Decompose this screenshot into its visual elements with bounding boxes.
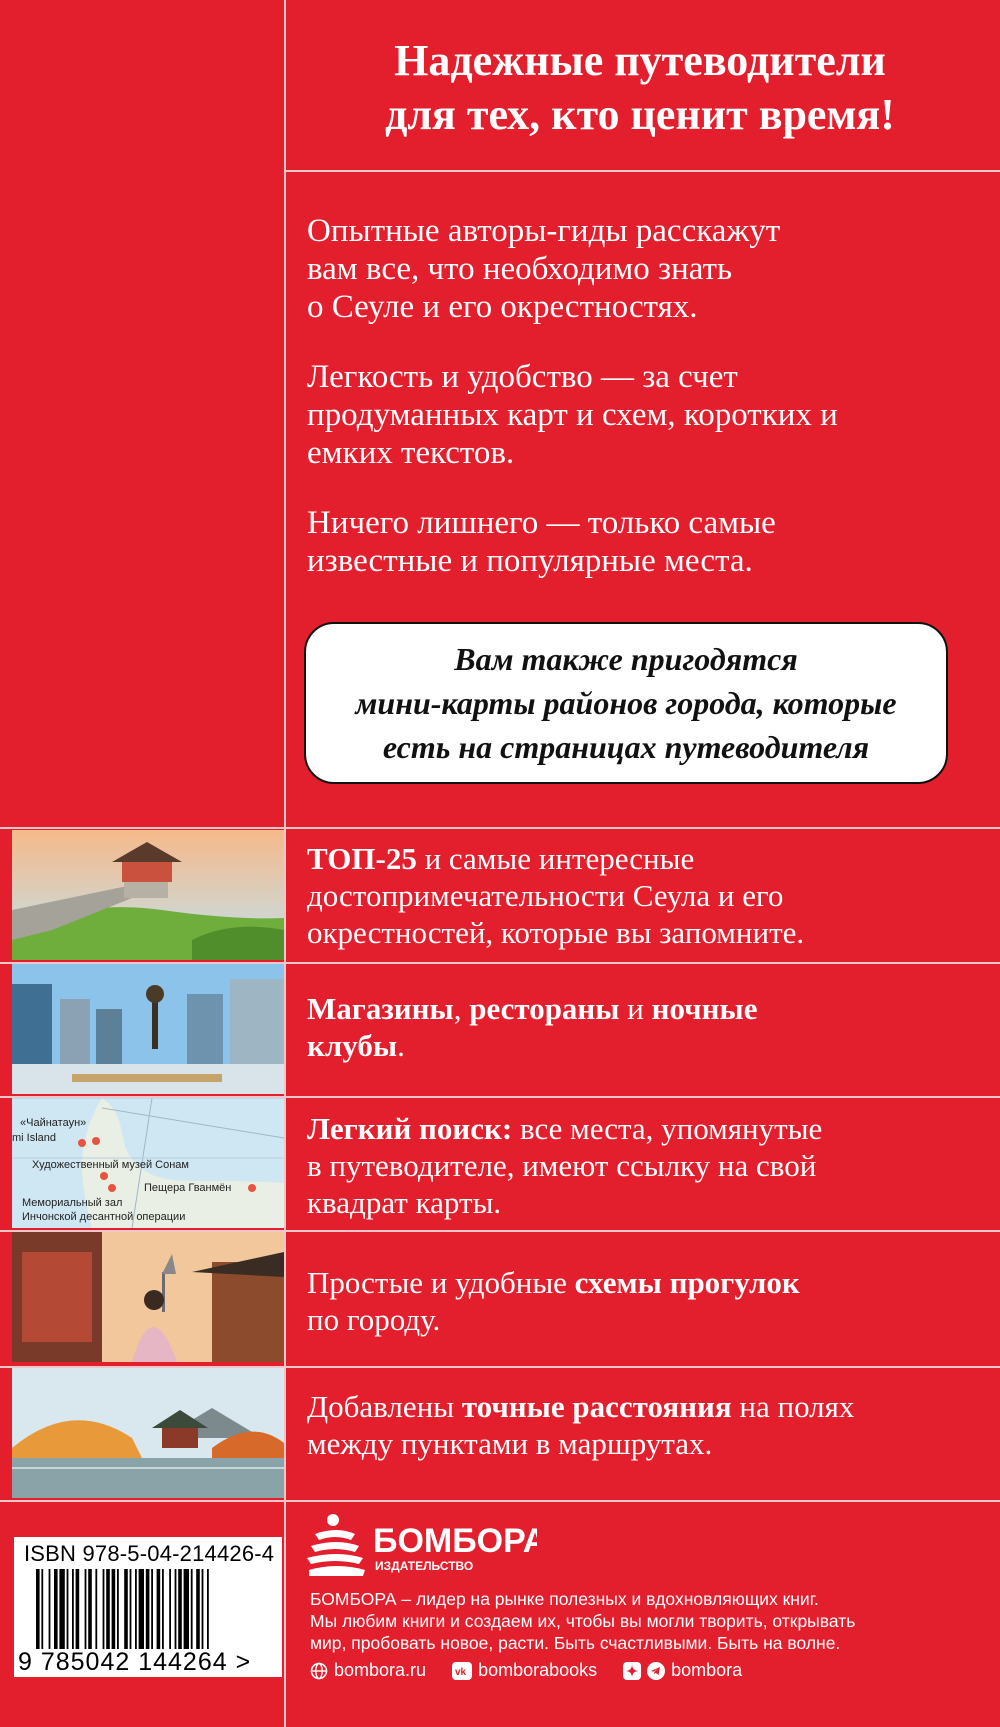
heading-line: для тех, кто ценит время! (385, 90, 895, 139)
website-link[interactable] (310, 1660, 426, 1681)
text-line (307, 990, 967, 1027)
barcode-bar (196, 1569, 200, 1649)
thumb-map (12, 1098, 284, 1228)
vk-icon (452, 1662, 472, 1680)
svg-text:vk: vk (455, 1666, 467, 1678)
barcode-bar (207, 1569, 209, 1649)
map-label-memorial: Мемориальный зал (22, 1197, 123, 1209)
barcode-bar (72, 1569, 74, 1649)
barcode-bar (76, 1569, 80, 1649)
barcode-bar (49, 1569, 51, 1649)
telegram-link[interactable] (623, 1660, 742, 1681)
map-label-chinatown: «Чайнатаун» (20, 1117, 87, 1129)
highlight: рестораны (469, 991, 620, 1026)
callout-line: есть на страницах путеводителя (382, 729, 870, 765)
barcode-bar (169, 1569, 171, 1649)
barcode-bar (139, 1569, 144, 1649)
highlight: Магазины (307, 991, 454, 1026)
barcode-bar (59, 1569, 64, 1649)
publisher-logo (307, 1512, 537, 1583)
text-line: окрестностей, которые вы запомните. (307, 915, 805, 950)
text-line: вам все, что необходимо знать (307, 251, 733, 287)
text-line (307, 1388, 967, 1425)
text-line: квадрат карты. (307, 1185, 502, 1220)
text-line: известные и популярные места. (307, 543, 753, 579)
publisher-links (310, 1660, 990, 1681)
feature-walks (307, 1264, 967, 1338)
map-label-museum: Художественный музей Сонам (32, 1159, 189, 1171)
feature-shops (307, 990, 967, 1064)
text-line: Опытные авторы-гиды расскажут (307, 213, 781, 249)
barcode-bar (67, 1569, 69, 1649)
thumb-square-photo (12, 964, 284, 1094)
text-line (307, 1264, 967, 1301)
barcode-bar (112, 1569, 116, 1649)
text-line: достопримечательности Сеула и его (307, 878, 784, 913)
text-line: о Сеуле и его окрестностях. (307, 289, 698, 325)
feature-top25 (307, 840, 967, 951)
highlight: схемы прогулок (574, 1265, 800, 1300)
thumb-pavilion-photo (12, 1368, 284, 1498)
map-label-cave: Пещера Гванмён (144, 1182, 232, 1194)
barcode-bar (85, 1569, 87, 1649)
text-line: мир, пробовать новое, расти. Быть счастливыми. Быть на волне. (310, 1633, 841, 1653)
barcode-bar (41, 1569, 43, 1649)
barcode-bar (178, 1569, 182, 1649)
text-line (307, 1110, 967, 1147)
callout-line: Вам также пригодятся (454, 641, 798, 677)
map-label-memorial-2: Инчонской десантной операции (22, 1211, 186, 1223)
text-line: продуманных карт и схем, коротких и (307, 397, 838, 433)
publisher-name: БОМБОРА (373, 1522, 537, 1560)
text-line: по городу. (307, 1302, 441, 1337)
text-line: между пунктами в маршрутах. (307, 1426, 713, 1461)
text-line (307, 840, 967, 877)
barcode-bar (191, 1569, 193, 1649)
barcode-block (14, 1537, 282, 1677)
publisher-description (310, 1588, 990, 1654)
barcode-bar (175, 1569, 177, 1649)
barcode-bar (54, 1569, 58, 1649)
dzen-icon (623, 1662, 641, 1680)
barcode-bar (117, 1569, 119, 1649)
map-label-island: mi Island (12, 1132, 57, 1144)
barcode-bar (184, 1569, 189, 1649)
barcode-bar (36, 1569, 40, 1649)
text: , (453, 991, 470, 1026)
highlight: ночные (651, 991, 758, 1026)
highlight: клубы (307, 1028, 398, 1063)
text: на полях (731, 1389, 855, 1424)
text: . (397, 1028, 405, 1063)
thumb-village-photo (12, 1232, 284, 1362)
publisher-sub: ИЗДАТЕЛЬСТВО (375, 1559, 474, 1573)
vertical-divider (284, 0, 286, 1727)
barcode-bar (124, 1569, 128, 1649)
barcode-bar (130, 1569, 132, 1649)
text-line: в путеводителе, имеют ссылку на свой (307, 1148, 817, 1183)
telegram-icon (647, 1662, 665, 1680)
feature-search (307, 1110, 967, 1221)
text: и самые интересные (416, 841, 695, 876)
vk-label: bomborabooks (478, 1660, 598, 1680)
barcode-bar (157, 1569, 161, 1649)
vk-link[interactable] (452, 1660, 597, 1681)
page-heading (290, 34, 990, 142)
text-line: Мы любим книги и создаем их, чтобы вы могли творить, открывать (310, 1611, 856, 1631)
highlight: точные расстояния (461, 1389, 732, 1424)
divider-heading (285, 170, 1000, 172)
text-line: емких текстов. (307, 435, 515, 471)
barcode-bar (146, 1569, 150, 1649)
highlight: Легкий поиск: (307, 1111, 513, 1146)
barcode-bar (106, 1569, 110, 1649)
barcode-digits: 9 785042 144264 > (18, 1648, 252, 1676)
isbn-number: ISBN 978-5-04-214426-4 (24, 1541, 275, 1566)
barcode-bar (135, 1569, 137, 1649)
text-line (307, 1027, 967, 1064)
text: Добавлены (307, 1389, 462, 1424)
divider-1 (0, 827, 1000, 829)
text-line: Легкость и удобство — за счет (307, 359, 738, 395)
barcode-bar (202, 1569, 204, 1649)
feature-distances (307, 1388, 967, 1462)
callout-box (304, 622, 948, 784)
heading-line: Надежные путеводители (394, 36, 886, 85)
thumb-fortress-photo (12, 830, 284, 960)
divider-6 (0, 1500, 1000, 1502)
barcode-bar (88, 1569, 92, 1649)
barcode-bar (151, 1569, 153, 1649)
text: все места, упомянутые (512, 1111, 823, 1146)
barcode-bar (162, 1569, 164, 1649)
highlight: ТОП-25 (307, 841, 417, 876)
text: Простые и удобные (307, 1265, 575, 1300)
text: и (619, 991, 652, 1026)
barcode-bars (36, 1569, 272, 1649)
globe-icon (310, 1662, 328, 1680)
text-line: БОМБОРА – лидер на рынке полезных и вдохновляющих книг. (310, 1589, 819, 1609)
intro-paragraph-2 (307, 358, 967, 472)
text-line: Ничего лишнего — только самые (307, 505, 776, 541)
barcode-bar (103, 1569, 105, 1649)
callout-line: мини-карты районов города, которые (355, 685, 897, 721)
intro-paragraph-1 (307, 212, 967, 326)
telegram-label: bombora (671, 1660, 743, 1680)
website-label: bombora.ru (334, 1660, 427, 1680)
intro-paragraph-3 (307, 504, 967, 580)
barcode-bar (95, 1569, 97, 1649)
